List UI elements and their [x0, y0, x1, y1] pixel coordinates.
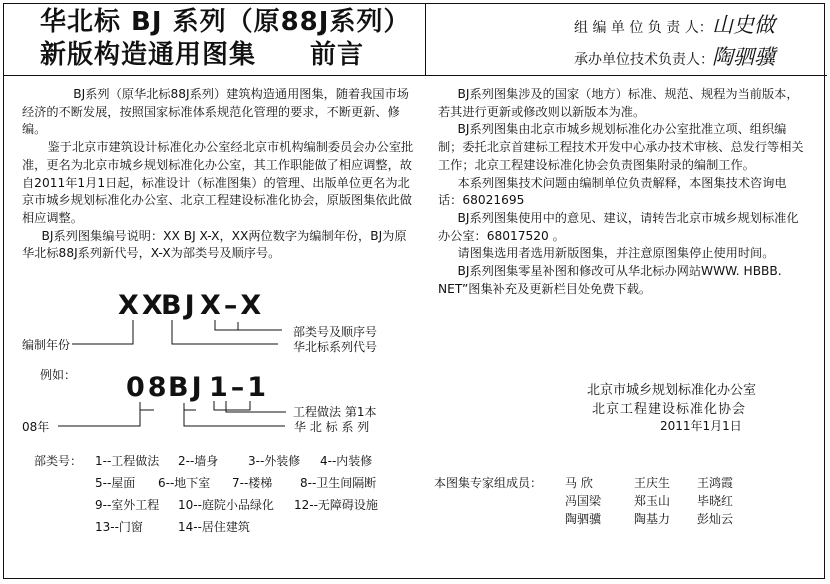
- expert-name: 马 欣: [565, 476, 593, 490]
- right-text-block: [438, 86, 808, 298]
- category-item: 5--屋面: [95, 476, 136, 490]
- code-bj: BJ: [161, 290, 198, 321]
- category-item: 4--内装修: [320, 454, 373, 468]
- category-item: 13--门窗: [95, 520, 143, 534]
- technical-lead-label: 承办单位技术负责人：: [574, 52, 714, 68]
- category-item: 12--无障碍设施: [294, 498, 378, 512]
- left-paragraph-1: BJ系列（原华北标88J系列）建筑构造通用图集，随着我国市场经济的不断发展，按照国家标准体系规范化管理的要求，不断更新、修编。: [22, 87, 409, 137]
- label-series-code: 华北标系列代号: [293, 340, 378, 354]
- category-item: 7--楼梯: [232, 476, 273, 490]
- technical-lead-signature: 陶驷骥: [712, 45, 775, 69]
- category-item: 14--居住建筑: [178, 520, 250, 534]
- example-category: 1–1: [209, 372, 270, 403]
- example-label-year: 08年: [22, 420, 50, 434]
- right-paragraph-6: BJ系列图集零星补图和修改可从华北标办网站WWW. HBBB. NET”图集补充及更新栏目处免费下载。: [438, 264, 782, 296]
- expert-name: 冯国梁: [565, 494, 602, 508]
- right-paragraph-1: BJ系列图集涉及的国家（地方）标准、规范、规程为当前版本，若其进行更新或修改则以新版本为准。: [438, 87, 799, 119]
- categories-label: 部类号：: [34, 454, 83, 468]
- category-item: 6--地下室: [158, 476, 211, 490]
- example-label: 例如：: [40, 368, 77, 382]
- left-paragraph-2: 鉴于北京市建筑设计标准化办公室经北京市机构编制委员会办公室批准，更名为北京市城乡规划标准化办公室，其工作职能做了相应调整，故自2011年1月1日起，标准设计（标准图集）的管理、出版单位更名为北京市城乡规划标准化办公室、北京工程建设标准化协会，原版图集依此做相应调整。: [22, 140, 414, 225]
- expert-name: 郑玉山: [634, 494, 671, 508]
- organization-2: 北京工程建设标准化协会: [592, 402, 747, 417]
- right-paragraph-3: 本系列图集技术问题由编制单位负责解释，本图集技术咨询电话：68021695: [438, 175, 787, 208]
- publication-date: 2011年1月1日: [660, 419, 742, 433]
- category-item: 2--墙身: [178, 454, 219, 468]
- example-bj: BJ: [168, 372, 205, 403]
- example-label-method: 工程做法 第1本: [293, 405, 377, 419]
- expert-name: 彭灿云: [697, 512, 734, 526]
- responsible-person-signature: 山史做: [712, 13, 775, 37]
- expert-name: 王鸿霞: [697, 476, 734, 490]
- code-year-placeholder: XX: [118, 290, 166, 321]
- left-paragraph-3: BJ系列图集编号说明：XX BJ X-X，XX两位数字为编制年份，BJ为原华北标88J系列新代号，X-X为部类号及顺序号。: [22, 228, 407, 261]
- expert-name: 毕晓红: [697, 494, 734, 508]
- experts-label: 本图集专家组成员：: [434, 476, 543, 490]
- expert-name: 陶基力: [634, 512, 671, 526]
- code-category-placeholder: X–X: [200, 290, 265, 321]
- expert-name: 陶驷骥: [565, 512, 602, 526]
- title-line-1: 华北标 BJ 系列（原88J系列）: [40, 7, 411, 37]
- right-paragraph-5: 请图集选用者选用新版图集，并注意原图集停止使用时间。: [457, 246, 775, 261]
- organization-1: 北京市城乡规划标准化办公室: [587, 383, 757, 398]
- category-item: 1--工程做法: [95, 454, 160, 468]
- category-item: 9--室外工程: [95, 498, 160, 512]
- category-item: 10--庭院小品绿化: [178, 498, 274, 512]
- right-paragraph-4: BJ系列图集使用中的意见、建议，请转告北京市城乡规划标准化办公室：68017520 。: [438, 210, 799, 243]
- label-category-sequence: 部类号及顺序号: [293, 325, 378, 339]
- category-item: 3--外装修: [248, 454, 301, 468]
- category-item: 8--卫生间隔断: [300, 476, 377, 490]
- example-label-series: 华 北 标 系 列: [294, 420, 370, 434]
- responsible-person-label: 组 编 单 位 负 责 人：: [574, 20, 713, 36]
- title-line-2: 新版构造通用图集 前言: [40, 40, 365, 70]
- expert-name: 王庆生: [634, 476, 671, 490]
- label-compile-year: 编制年份: [22, 338, 71, 352]
- example-year: 08: [126, 372, 170, 403]
- right-paragraph-2: BJ系列图集由北京市城乡规划标准化办公室批准立项、组织编制；委托北京首建标工程技术开发中心承办技术审核、总发行等相关工作；北京工程建设标准化协会负责图集附录的编制工作。: [438, 122, 804, 172]
